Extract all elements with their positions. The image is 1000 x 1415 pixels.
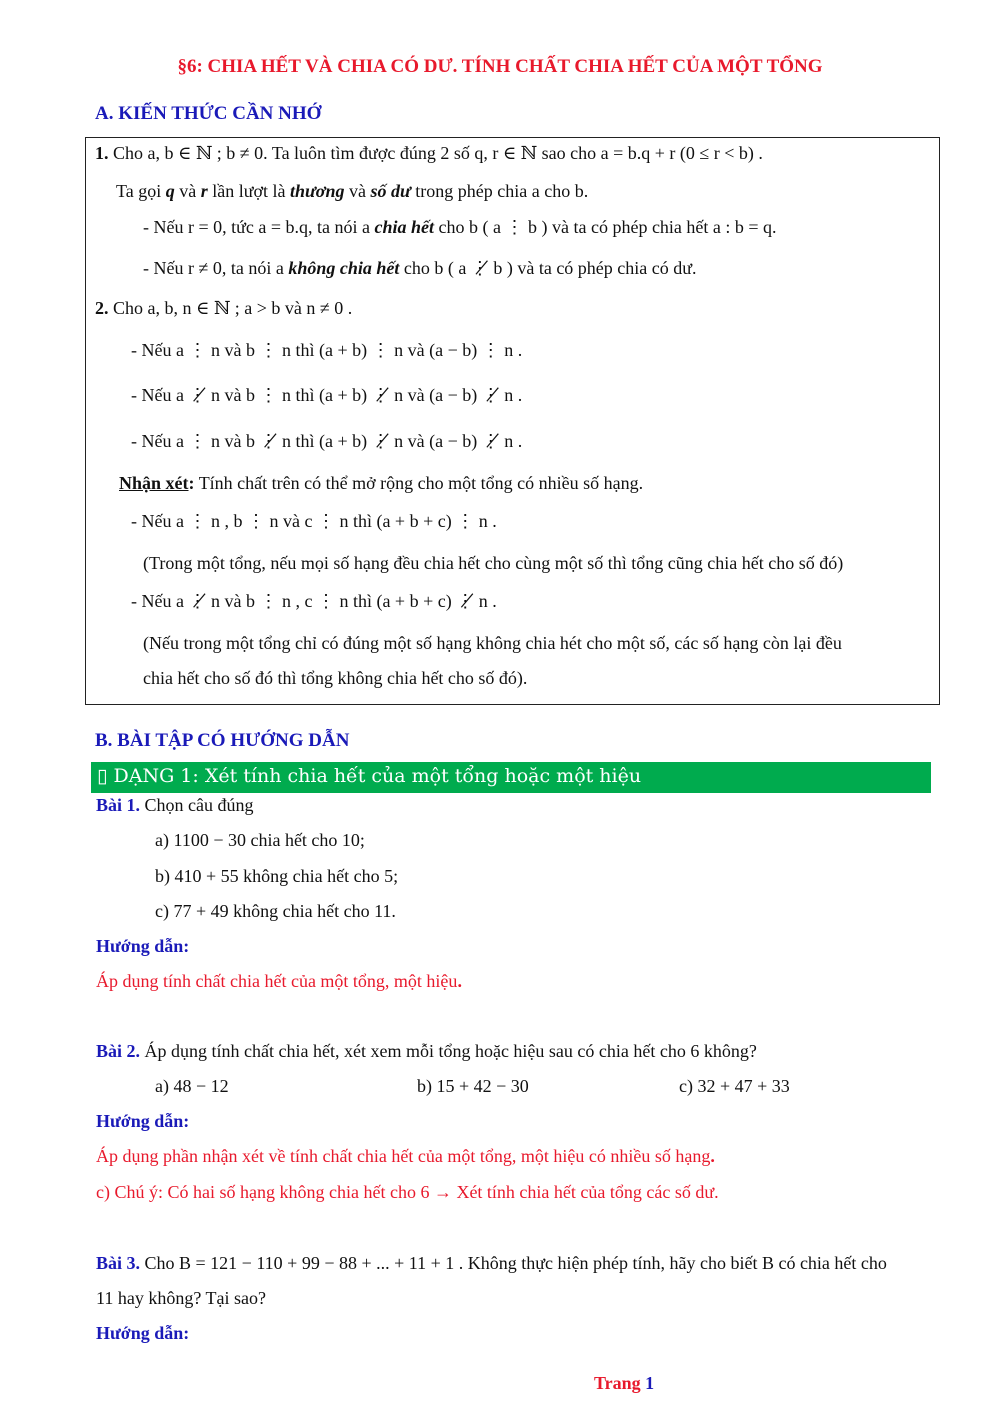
box-line-5: 2. Cho a, b, n ∈ ℕ ; a > b và n ≠ 0 . [95,298,353,318]
dang-1-title: ▯ DẠNG 1: Xét tính chia hết của một tổng hoặc một hiệu [97,765,642,787]
bai-1-option-b: b) 410 + 55 không chia hết cho 5; [155,866,399,886]
page-number: 1 [645,1373,655,1393]
bai-2-option-a: a) 48 − 12 [155,1076,229,1096]
section-a-heading: A. KIẾN THỨC CẦN NHỚ [95,103,322,124]
page-footer-label: Trang [594,1373,646,1393]
box-line-4: - Nếu r ≠ 0, ta nói a không chia hết cho b ( a ⋮̸ b ) và ta có phép chia có dư. [143,258,697,278]
bai-2-question: Bài 2. Áp dụng tính chất chia hết, xét xem mỗi tổng hoặc hiệu sau có chia hết cho 6 không? [96,1041,757,1061]
box-line-6: - Nếu a ⋮ n và b ⋮ n thì (a + b) ⋮ n và (a − b) ⋮ n . [131,340,523,360]
bai-3-question-line-2: 11 hay không? Tại sao? [96,1288,266,1308]
bai-1-option-c: c) 77 + 49 không chia hết cho 11. [155,901,396,921]
bai-3-question-line-1: Bài 3. Cho B = 121 − 110 + 99 − 88 + ... + 11 + 1 . Không thực hiện phép tính, hãy cho biết B có chia hết cho [96,1253,887,1273]
page-footer [594,1373,654,1394]
page-title: §6: CHIA HẾT VÀ CHIA CÓ DƯ. TÍNH CHẤT CHIA HẾT CỦA MỘT TỔNG [177,56,823,77]
box-line-10: - Nếu a ⋮ n , b ⋮ n và c ⋮ n thì (a + b + c) ⋮ n . [131,511,497,531]
bai-2-guide-text-2: c) Chú ý: Có hai số hạng không chia hết cho 6 → Xét tính chia hết của tổng các số dư. [96,1182,719,1202]
bai-1-guide-heading: Hướng dẫn: [96,936,190,956]
bai-2-guide-text-1: Áp dụng phần nhận xét về tính chất chia hết của một tổng, một hiệu có nhiều số hạng. [96,1146,715,1166]
box-line-8: - Nếu a ⋮ n và b ⋮̸ n thì (a + b) ⋮̸ n và (a − b) ⋮̸ n . [131,431,523,451]
bai-1-question: Bài 1. Chọn câu đúng [96,795,254,815]
bai-2-option-c: c) 32 + 47 + 33 [679,1076,790,1096]
box-line-2: Ta gọi q và r lần lượt là thương và số dư trong phép chia a cho b. [116,181,589,201]
bai-2-option-b: b) 15 + 42 − 30 [417,1076,529,1096]
bai-1-option-a: a) 1100 − 30 chia hết cho 10; [155,830,365,850]
box-line-14: chia hết cho số đó thì tổng không chia hết cho số đó). [143,668,528,688]
box-line-3: - Nếu r = 0, tức a = b.q, ta nói a chia hết cho b ( a ⋮ b ) và ta có phép chia hết a : b = q. [143,217,777,237]
box-line-1: 1. Cho a, b ∈ ℕ ; b ≠ 0. Ta luôn tìm được đúng 2 số q, r ∈ ℕ sao cho a = b.q + r (0 ≤ r < b) . [95,143,763,163]
bai-1-guide-text: Áp dụng tính chất chia hết của một tổng, một hiệu. [96,971,462,991]
box-line-7: - Nếu a ⋮̸ n và b ⋮ n thì (a + b) ⋮̸ n và (a − b) ⋮̸ n . [131,385,523,405]
dang-1-banner [91,762,931,793]
bai-3-guide-heading: Hướng dẫn: [96,1323,190,1343]
section-b-heading: B. BÀI TẬP CÓ HƯỚNG DẪN [95,730,350,751]
box-line-11: (Trong một tổng, nếu mọi số hạng đều chia hết cho cùng một số thì tổng cũng chia hết cho số đó) [143,553,844,573]
bai-2-guide-heading: Hướng dẫn: [96,1111,190,1131]
box-line-12: - Nếu a ⋮̸ n và b ⋮ n , c ⋮ n thì (a + b + c) ⋮̸ n . [131,591,497,611]
box-line-13: (Nếu trong một tổng chỉ có đúng một số hạng không chia hét cho một số, các số hạng còn lại đều [143,633,842,653]
box-line-9: Nhận xét: Tính chất trên có thể mở rộng cho một tổng có nhiều số hạng. [119,473,644,493]
